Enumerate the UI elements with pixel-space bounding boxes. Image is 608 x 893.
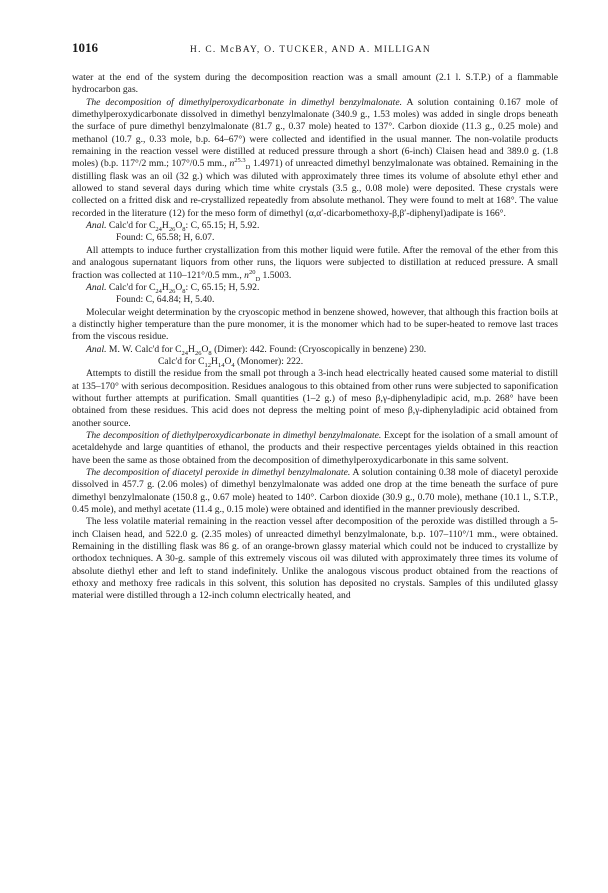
text-span: O bbox=[201, 343, 209, 355]
text-span: The less volatile material remaining in the reaction vessel after decomposition of the peroxide was distilled through a 5-inch Claisen head, and 522.0 g. (2.35 moles) of unreacted dimethyl benzylmalonate, b.p. 107–110°/1 mm., were obtained. Remaining in the distilling flask was 86 g. of an orange-brown glassy material which could not be induced to crystallize by orthodox techniques. A 30-g. sample of this extremely viscous oil was diluted with approximately three times its volume of absolute diethyl ether and left to stand indefinitely. Unlike the analogous viscous product obtained from the reactions of ethoxy and methoxy free radicals in this solvent, this solution has deposited no crystals. Samples of this undiluted glassy material were distilled through a 12-inch column electrically heated, and bbox=[72, 516, 558, 602]
text-span: 1.4971) of unreacted dimethyl benzylmalonate was obtained. Remaining in the distilling flask was an oil (32 g.) which was diluted with approximately three times its volume of absolute ethyl ether and allowed to stand several days during which time white crystals (3.5 g., 0.08 mole) were deposited. These crystals were collected on a fritted disk and re-crystallized repeatedly from absolute methanol. They were found to melt at 168°. The value recorded in the literature (12) for the meso form of dimethyl (α,α′-dicarbomethoxy-β,β′-diphenyl)adipate is 166°. bbox=[72, 158, 558, 219]
text-span: 8 bbox=[182, 226, 186, 234]
paragraph bbox=[72, 72, 558, 97]
paragraph bbox=[72, 430, 558, 467]
text-span: D bbox=[245, 164, 251, 172]
text-span: The decomposition of dimethylperoxydicarbonate in dimethyl benzylmalonate. bbox=[86, 96, 403, 108]
text-span: : C, 65.15; H, 5.92. bbox=[185, 281, 260, 293]
text-span: 26 bbox=[168, 226, 176, 234]
text-span: Calc'd for C bbox=[106, 281, 156, 293]
text-span: : C, 65.15; H, 5.92. bbox=[185, 220, 260, 232]
text-span: O bbox=[224, 355, 232, 367]
text-span: 25.3 bbox=[234, 157, 246, 165]
text-span: H bbox=[161, 281, 169, 293]
paragraph bbox=[72, 344, 558, 356]
paragraph bbox=[72, 245, 558, 282]
text-span: 8 bbox=[208, 349, 212, 357]
text-span: 14 bbox=[217, 361, 225, 369]
text-span: Molecular weight determination by the cryoscopic method in benzene showed, however, that although this fraction boils at a distinctly higher temperature than the pure monomer, it is the monomer which had to be super-heated to remove last traces from the viscous residue. bbox=[72, 306, 558, 343]
paragraph bbox=[72, 368, 558, 430]
text-span: Attempts to distill the residue from the small pot through a 3-inch head electrically heated caused some material to distill at 135–170° with serious decomposition. Residues analogous to this obtained from other runs were subjected to saponification without further attempts at purification. Small quantities (1–2 g.) of meso β,γ-diphenyladipic acid, m.p. 268° have been obtained from these residues. This acid does not depress the melting point of meso β,γ-diphenyladipic acid obtained from another source. bbox=[72, 368, 558, 429]
text-span: 20 bbox=[248, 268, 256, 276]
text-span: water at the end of the system during the decomposition reaction was a small amount (2.1 l. S.T.P.) of a flammable hydrocarbon gas. bbox=[72, 72, 558, 96]
text-span: Calc'd for C bbox=[158, 355, 205, 367]
running-head-authors: H. C. McBAY, O. TUCKER, AND A. MILLIGAN bbox=[190, 45, 431, 55]
text-span: 24 bbox=[155, 226, 162, 234]
text-span: A solution containing 0.38 mole of diacetyl peroxide dissolved in 457.7 g. (2.06 moles) of dimethyl benzylmalonate was added one drop at the time beneath the surface of pure dimethyl benzylmalonate (150.8 g., 0.67 mole) heated to 140°. Carbon dioxide (30.9 g., 0.70 mole), methane (10.1 l., S.T.P., 0.45 mole), and methyl acetate (11.4 g., 0.15 mole) were obtained and identified in the manner previously described. bbox=[72, 467, 558, 516]
paragraph bbox=[72, 282, 558, 294]
paragraph bbox=[72, 294, 558, 306]
text-span: 8 bbox=[182, 287, 186, 295]
text-span: 1.5003. bbox=[260, 269, 292, 281]
text-span: Anal. bbox=[86, 343, 107, 355]
text-span: Found: C, 64.84; H, 5.40. bbox=[116, 294, 215, 306]
text-span: H bbox=[188, 343, 195, 355]
text-span: O bbox=[175, 281, 183, 293]
text-span: 12 bbox=[204, 361, 211, 369]
text-span: n bbox=[244, 269, 249, 281]
text-span: D bbox=[255, 275, 261, 283]
paragraph bbox=[72, 356, 558, 368]
text-span: 4 bbox=[231, 361, 235, 369]
text-span: H bbox=[161, 220, 169, 232]
page-number: 1016 bbox=[72, 40, 98, 55]
article-body bbox=[72, 72, 558, 603]
text-span: H bbox=[211, 355, 218, 367]
text-span: n bbox=[229, 158, 235, 170]
text-span: Anal. bbox=[86, 281, 107, 293]
text-span: 26 bbox=[194, 349, 202, 357]
paragraph bbox=[72, 467, 558, 516]
paragraph bbox=[72, 232, 558, 244]
text-span: (Monomer): 222. bbox=[234, 355, 304, 367]
paragraph bbox=[72, 307, 558, 344]
text-span: The decomposition of diethylperoxydicarbonate in dimethyl benzylmalonate. bbox=[86, 429, 382, 441]
text-span: Except for the isolation of a small amount of acetaldehyde and large quantities of ethanol, the products and their respective percentages yields obtained in this reaction have been the same as those obtained from the decomposition of dimethylperoxydicarbonate in this same solvent. bbox=[72, 429, 558, 466]
text-span: Calc'd for C bbox=[106, 220, 156, 232]
text-span: All attempts to induce further crystallization from this mother liquid were futile. After the removal of the ether from this and analogous supernatant liquors from other runs, the liquors were subjected to distillation at reduced pressure. A small fraction was collected at 110–121°/0.5 mm., bbox=[72, 244, 558, 281]
text-span: The decomposition of diacetyl peroxide in dimethyl benzylmalonate. bbox=[86, 467, 351, 478]
text-span: 24 bbox=[181, 349, 189, 357]
text-span: (Dimer): 442. Found: (Cryoscopically in benzene) 230. bbox=[211, 343, 427, 355]
running-header bbox=[72, 42, 558, 58]
text-span: Found: C, 65.58; H, 6.07. bbox=[116, 232, 215, 244]
text-span: M. W. Calc'd for C bbox=[106, 343, 182, 355]
paragraph bbox=[72, 516, 558, 602]
text-span: O bbox=[175, 220, 183, 232]
text-span: 26 bbox=[168, 287, 176, 295]
paragraph bbox=[72, 97, 558, 220]
paragraph bbox=[72, 220, 558, 232]
text-span: A solution containing 0.167 mole of dimethylperoxydicarbonate dissolved in dimethyl benzylmalonate (340.9 g., 1.53 moles) was added in single drops beneath the surface of pure dimethyl benzylmalonate (81.7 g., 0.37 mole) heated to 137°. Carbon dioxide (11.3 g., 0.25 mole) and methanol (10.7 g., 0.33 mole, b.p. 64–67°) were collected and identified in the usual manner. The non-volatile products remaining in the reaction vessel were distilled at reduced pressure through a short (6-inch) Claisen head and 389.0 g. (1.8 moles) (b.p. 117°/2 mm.; 107°/0.5 mm., bbox=[72, 96, 559, 170]
text-span: Anal. bbox=[86, 220, 107, 232]
text-span: 24 bbox=[155, 287, 162, 295]
